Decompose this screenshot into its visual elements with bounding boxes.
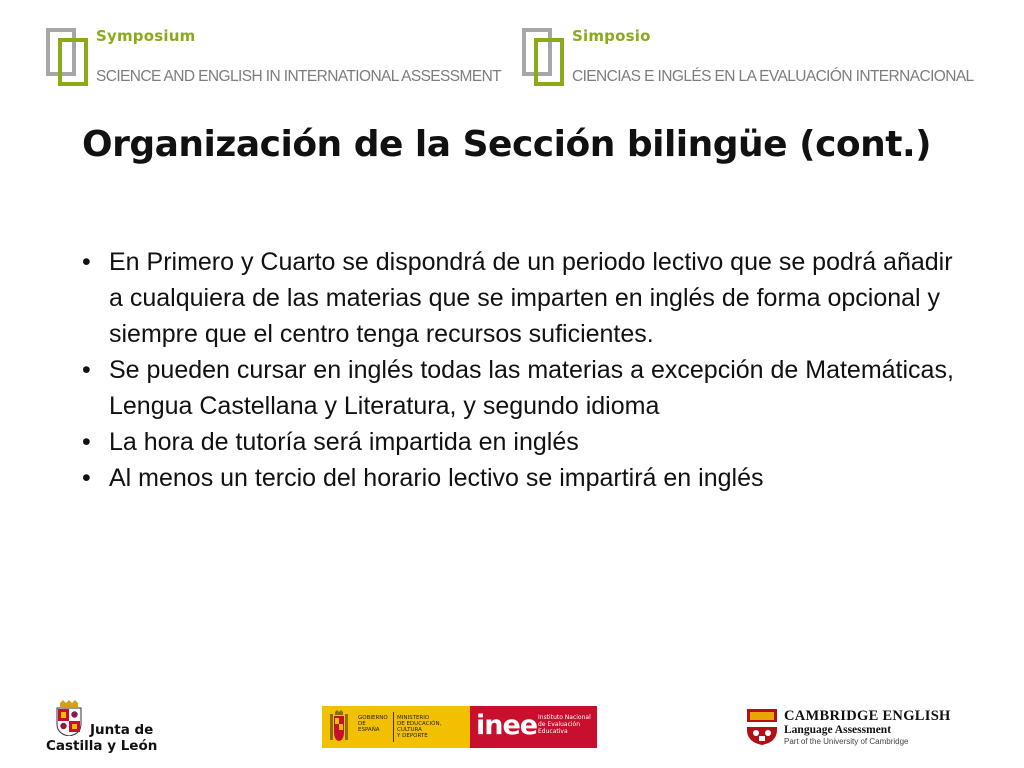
bullet-text: La hora de tutoría será impartida en inglés bbox=[109, 428, 579, 456]
jcyl-line2: Castilla y León bbox=[46, 738, 158, 754]
bullet-glyph: • bbox=[82, 248, 91, 276]
bullet-glyph: • bbox=[82, 356, 91, 384]
inee-panel bbox=[470, 706, 597, 748]
symposium-label: Symposium bbox=[96, 27, 196, 45]
jcyl-line1: Junta de bbox=[90, 722, 154, 738]
simposio-banner-es bbox=[522, 28, 982, 86]
gobierno-divider bbox=[393, 712, 394, 742]
cambridge-english-logo bbox=[746, 708, 976, 748]
bullet-text: En Primero y Cuarto se dispondrá de un periodo lectivo que se podrá añadir a cualquiera de las materias que se imparten en inglés de forma opcional y siempre que el centro tenga recursos suficientes. bbox=[109, 248, 953, 348]
symposium-banner-en bbox=[46, 27, 502, 86]
bullet-text: Se pueden cursar en inglés todas las materias a excepción de Matemáticas, Lengua Castellana y Literatura, y segundo idioma bbox=[109, 356, 954, 420]
symposium-subtitle: SCIENCE AND ENGLISH IN INTERNATIONAL ASSESSMENT bbox=[96, 68, 502, 85]
bullet-glyph: • bbox=[82, 428, 91, 456]
simposio-label: Simposio bbox=[572, 27, 651, 45]
bullet-list bbox=[78, 244, 958, 496]
simposio-subtitle: CIENCIAS E INGLÉS EN LA EVALUACIÓN INTERNACIONAL bbox=[572, 68, 974, 85]
bullet-item bbox=[78, 244, 958, 352]
inee-wordmark: inee bbox=[476, 710, 538, 741]
inee-subtitle: Instituto Nacional de Evaluación Educativa bbox=[538, 714, 591, 735]
junta-castilla-leon-logo bbox=[46, 700, 156, 760]
bullet-text: Al menos un tercio del horario lectivo se impartirá en inglés bbox=[109, 464, 764, 492]
bullet-item bbox=[78, 424, 958, 460]
bullet-glyph: • bbox=[82, 464, 91, 492]
cambridge-shield-icon bbox=[746, 708, 778, 746]
cambridge-line3: Part of the University of Cambridge bbox=[784, 737, 909, 746]
spain-coat-of-arms-icon bbox=[328, 710, 350, 744]
bullet-item bbox=[78, 352, 958, 424]
simposio-logo-icon bbox=[522, 28, 566, 86]
ministerio-label: MINISTERIO DE EDUCACIÓN, CULTURA Y DEPORTE bbox=[397, 715, 442, 739]
cambridge-line2: Language Assessment bbox=[784, 724, 892, 736]
gobierno-label: GOBIERNO DE ESPAÑA bbox=[358, 715, 388, 733]
symposium-logo-icon bbox=[46, 28, 90, 86]
gobierno-inee-logo bbox=[322, 706, 597, 748]
slide-title: Organización de la Sección bilingüe (cont.) bbox=[82, 124, 932, 165]
cambridge-line1: CAMBRIDGE ENGLISH bbox=[784, 708, 951, 724]
bullet-item bbox=[78, 460, 958, 496]
gobierno-espana-panel bbox=[322, 706, 470, 748]
